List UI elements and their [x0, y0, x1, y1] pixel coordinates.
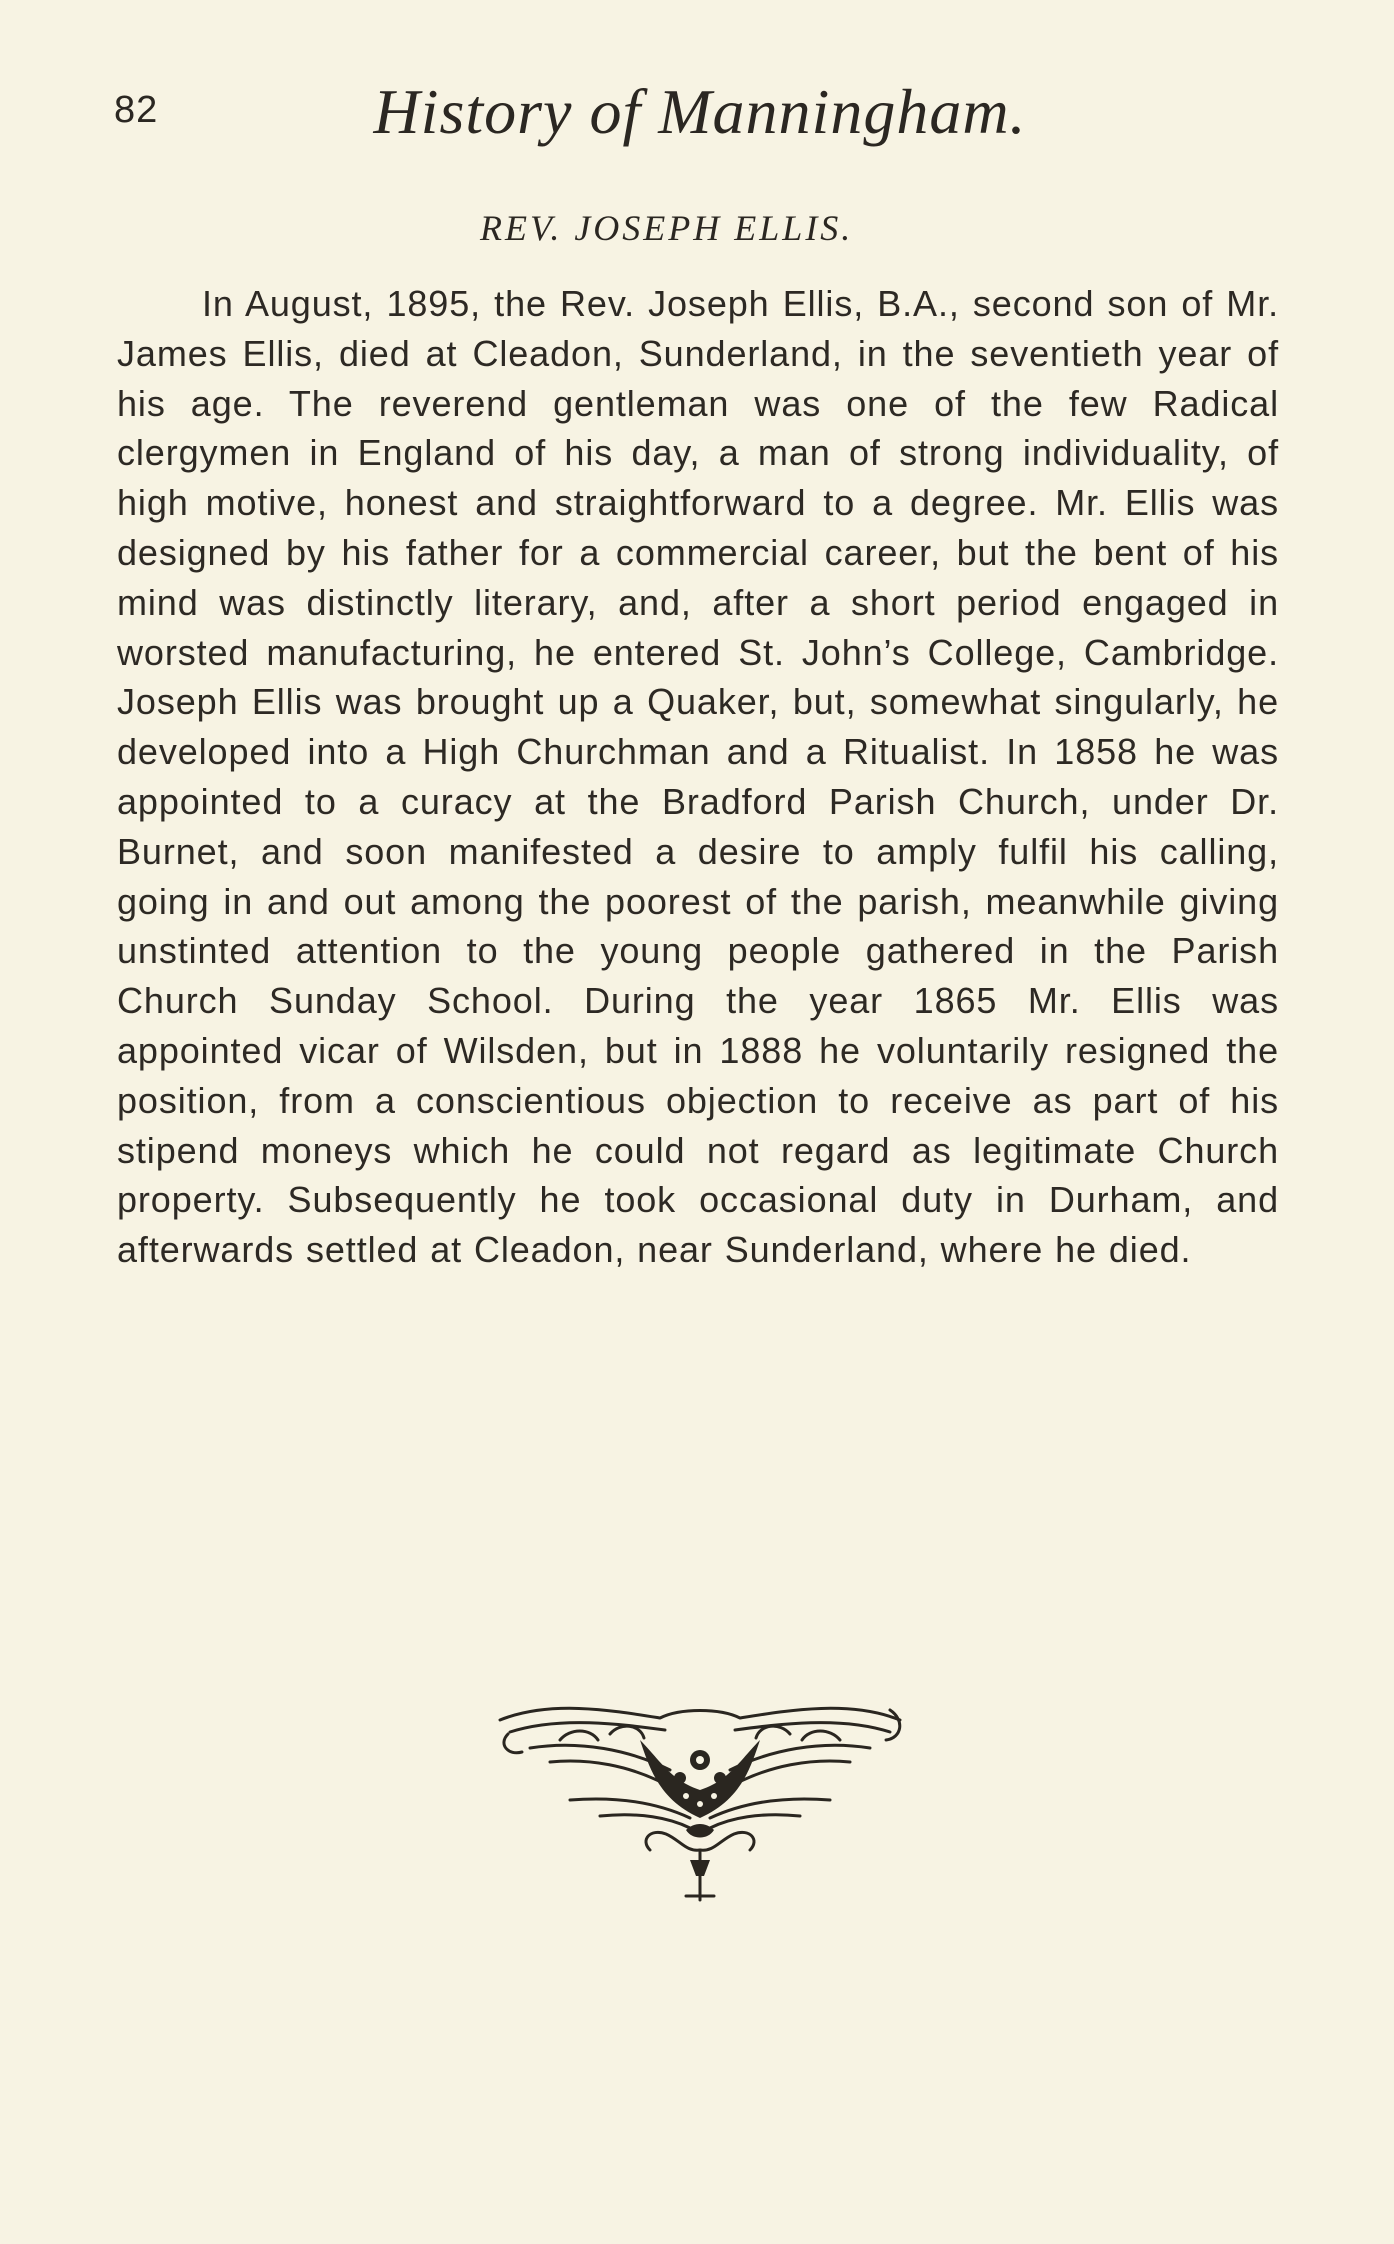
running-title: History of Manningham.: [373, 76, 1027, 147]
page-number: 82: [114, 89, 159, 131]
section-heading: REV. JOSEPH ELLIS.: [480, 208, 854, 248]
floral-tailpiece-ornament-icon: [490, 1700, 910, 1910]
body-paragraph: In August, 1895, the Rev. Joseph Ellis, B.A., second son of Mr. James Ellis, died at Cleadon, Sunderland, in the seventieth year of his age. The reverend gentleman was one of the few Radical clergymen in England of his day, a man of strong individuality, of high motive, honest and straightforward to a degree. Mr. Ellis was designed by his father for a commercial career, but the bent of his mind was distinctly literary, and, after a short period engaged in worsted manufacturing, he entered St. John’s College, Cambridge. Joseph Ellis was brought up a Quaker, but, somewhat singularly, he developed into a High Churchman and a Ritualist. In 1858 he was appointed to a curacy at the Bradford Parish Church, under Dr. Burnet, and soon manifested a desire to amply fulfil his calling, going in and out among the poorest of the parish, meanwhile giving unstinted attention to the young people gathered in the Parish Church Sunday School. During the year 1865 Mr. Ellis was appointed vicar of Wilsden, but in 1888 he voluntarily resigned the position, from a conscientious objection to receive as part of his stipend moneys which he could not regard as legitimate Church property. Subsequently he took occasional duty in Durham, and afterwards settled at Cleadon, near Sunderland, where he died.: [117, 283, 1279, 1271]
